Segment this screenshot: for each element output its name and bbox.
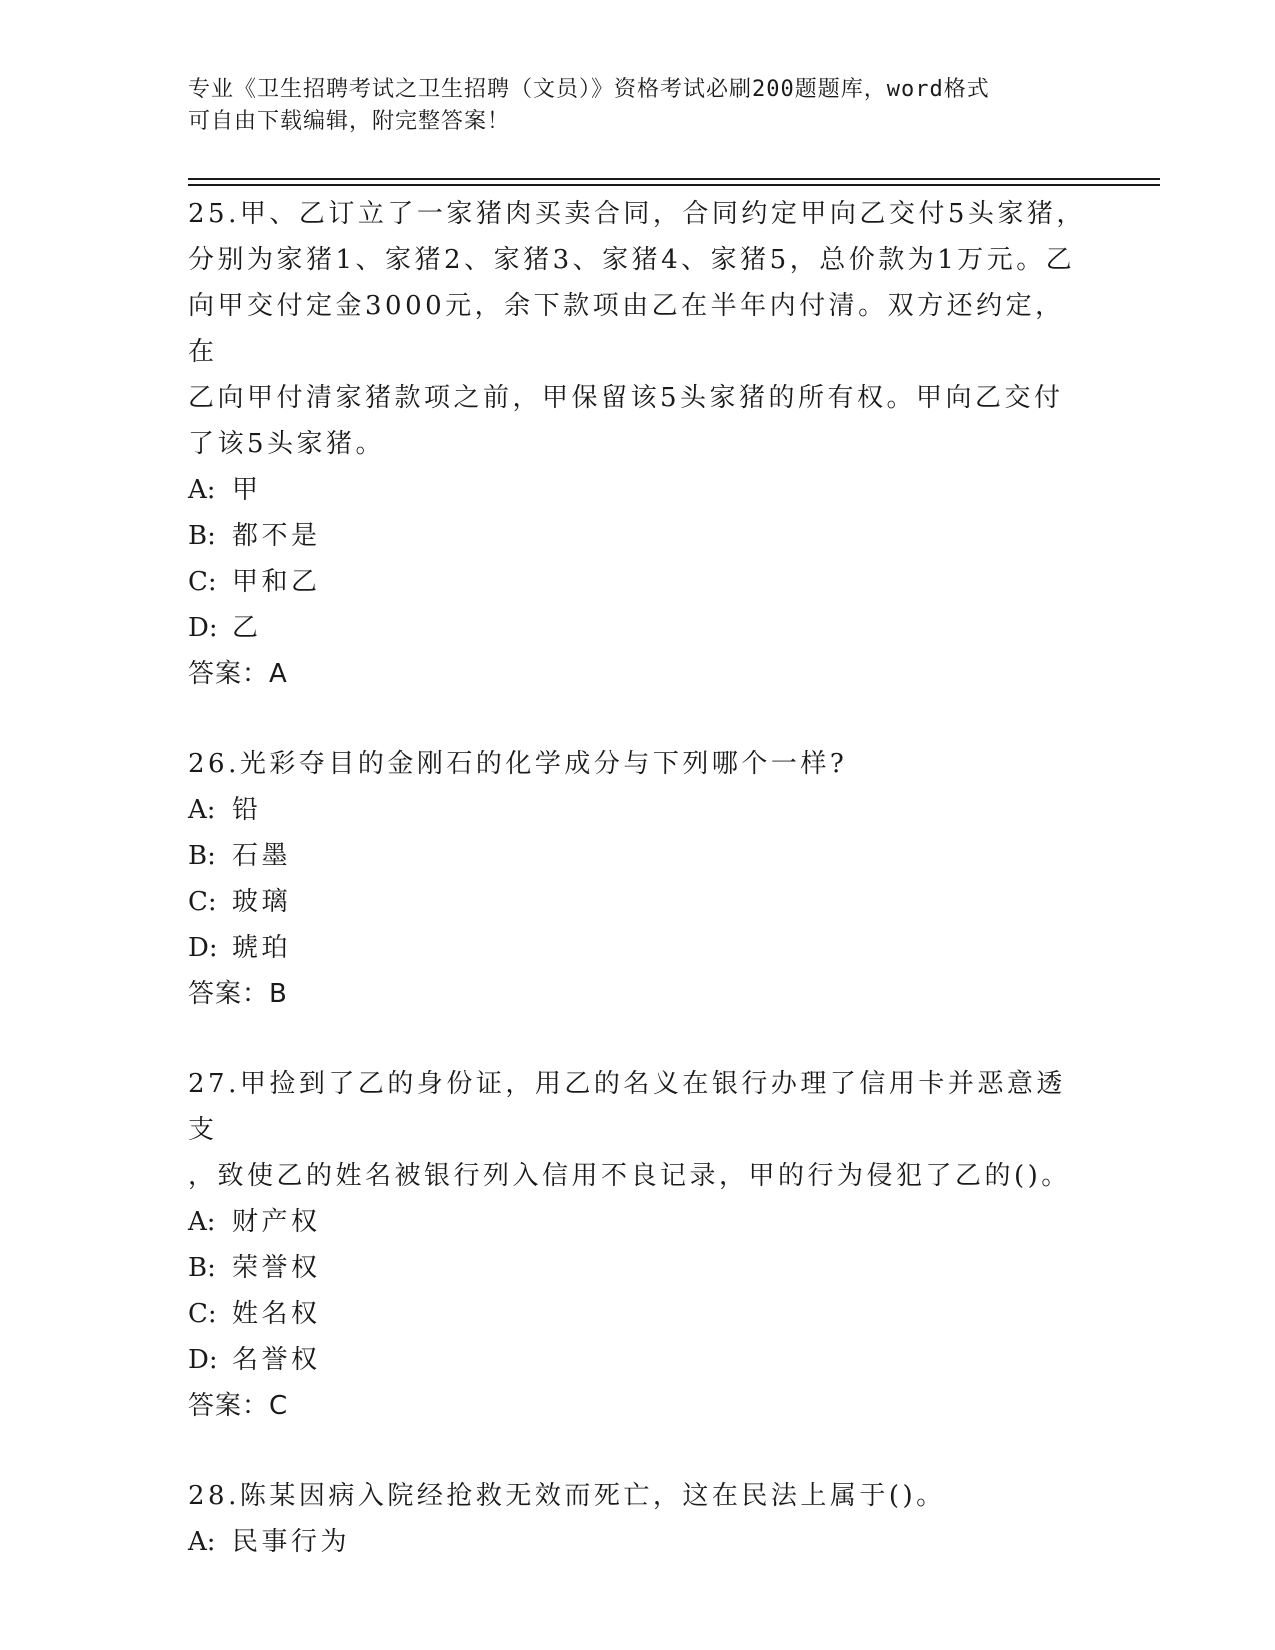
option-key: A: [188,475,216,505]
question-text-line: 27.甲捡到了乙的身份证，用乙的名义在银行办理了信用卡并恶意透支 [188,1069,1066,1145]
answer-line: 答案：A [188,659,288,689]
document-header [188,74,1088,138]
option-text: 民事行为 [232,1527,351,1557]
option-key: C: [188,887,217,917]
option-text: 玻璃 [232,887,292,917]
question-text-line: 向甲交付定金3000元，余下款项由乙在半年内付清。双方还约定，在 [188,291,1065,367]
question-text-line: 了该5头家猪。 [188,429,386,459]
question-text-line: ，致使乙的姓名被银行列入信用不良记录，甲的行为侵犯了乙的()。 [188,1161,1071,1191]
option-d [188,605,1088,651]
option-key: B: [188,841,216,871]
option-b [188,833,1088,879]
option-text: 荣誉权 [232,1253,321,1283]
answer-line: 答案：C [188,1391,289,1421]
option-c [188,1291,1088,1337]
option-text: 铅 [232,795,262,825]
option-key: A: [188,1207,216,1237]
question-text-line: 分别为家猪1、家猪2、家猪3、家猪4、家猪5，总价款为1万元。乙 [188,245,1076,275]
answer-line: 答案：B [188,979,288,1009]
option-key: C: [188,567,217,597]
option-text: 琥珀 [232,933,292,963]
question-25 [188,191,1088,697]
header-divider-bottom [188,184,1160,186]
option-text: 财产权 [232,1207,321,1237]
option-key: A: [188,1527,216,1557]
option-c [188,559,1088,605]
option-d [188,1337,1088,1383]
option-a [188,467,1088,513]
option-key: D: [188,1345,218,1375]
question-27 [188,1061,1088,1429]
option-b [188,513,1088,559]
option-key: A: [188,795,216,825]
option-text: 甲和乙 [232,567,321,597]
option-a [188,787,1088,833]
option-a [188,1519,1088,1565]
question-list [188,191,1088,1565]
header-line-1: 专业《卫生招聘考试之卫生招聘（文员）》资格考试必刷200题题库，word格式 [188,77,990,102]
option-key: D: [188,933,218,963]
option-text: 名誉权 [232,1345,321,1375]
option-text: 石墨 [232,841,292,871]
option-a [188,1199,1088,1245]
option-key: C: [188,1299,217,1329]
question-26 [188,741,1088,1017]
question-text-line: 28.陈某因病入院经抢救无效而死亡，这在民法上属于()。 [188,1481,946,1511]
option-key: D: [188,613,218,643]
option-c [188,879,1088,925]
question-text-line: 乙向甲付清家猪款项之前，甲保留该5头家猪的所有权。甲向乙交付 [188,383,1064,413]
option-text: 姓名权 [232,1299,321,1329]
question-text-line: 26.光彩夺目的金刚石的化学成分与下列哪个一样? [188,749,848,779]
option-key: B: [188,1253,216,1283]
option-b [188,1245,1088,1291]
header-line-2: 可自由下载编辑，附完整答案！ [188,109,511,134]
option-text: 都不是 [232,521,321,551]
option-text: 甲 [232,475,262,505]
option-key: B: [188,521,216,551]
question-28 [188,1473,1088,1565]
question-text-line: 25.甲、乙订立了一家猪肉买卖合同，合同约定甲向乙交付5头家猪， [188,199,1086,229]
option-text: 乙 [232,613,262,643]
header-divider-top [188,178,1160,180]
option-d [188,925,1088,971]
